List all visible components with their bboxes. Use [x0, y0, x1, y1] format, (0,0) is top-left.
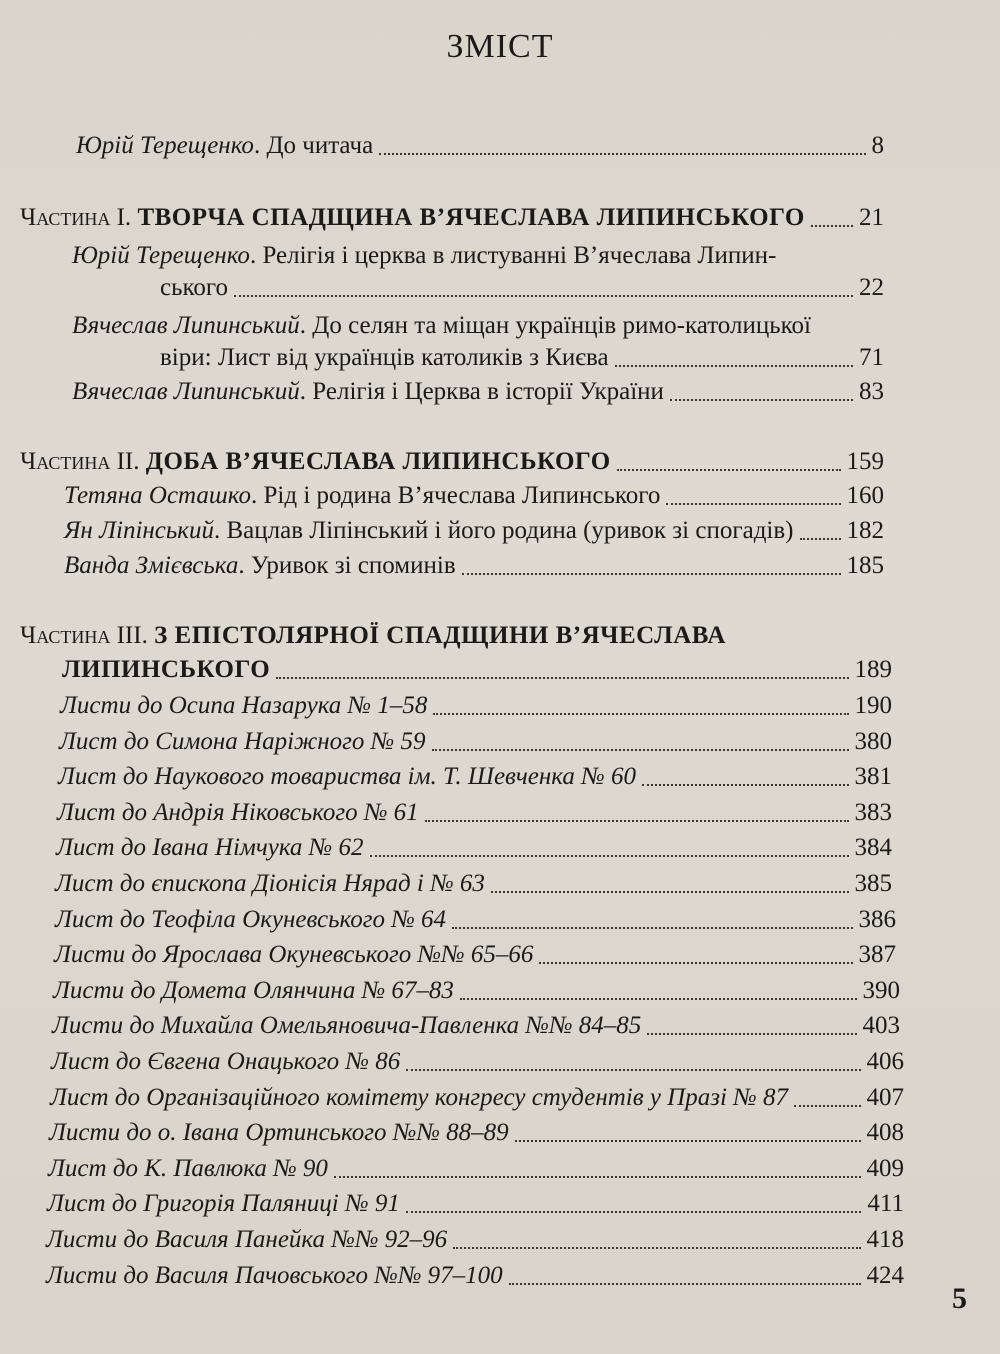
dot-leader	[794, 1105, 861, 1107]
toc-entry	[55, 868, 892, 900]
toc-entry	[51, 1046, 904, 1078]
part-heading-2	[20, 446, 884, 478]
page-number: 424	[866, 1261, 904, 1289]
dot-leader	[666, 503, 840, 505]
page-number: 8	[871, 132, 884, 159]
toc-entry	[160, 342, 884, 374]
entry-title: . Релігія і Церква в історії України	[299, 378, 664, 405]
page-number: 189	[854, 656, 892, 683]
dot-leader	[617, 469, 841, 471]
toc-entry	[72, 376, 884, 408]
part-label: Частина III.	[20, 622, 155, 649]
toc-entry	[52, 1010, 900, 1042]
entry-title: Листи до Василя Пачовського №№ 97–100	[46, 1261, 503, 1289]
entry-author: Ян Ліпінський	[64, 517, 214, 544]
page-number: 406	[866, 1048, 904, 1075]
dot-leader	[647, 1033, 856, 1035]
part-label: Частина II.	[20, 448, 146, 475]
dot-leader	[370, 855, 849, 857]
toc-entry	[47, 1188, 904, 1220]
toc-entry	[53, 975, 900, 1007]
page-number: 22	[859, 274, 884, 301]
dot-leader	[432, 749, 849, 751]
page-number: 182	[846, 517, 884, 544]
toc-entry	[64, 480, 884, 512]
entry-title: Лист до Григорія Паляниці № 91	[47, 1190, 400, 1218]
entry-title: Лист до Івана Німчука № 62	[56, 834, 364, 862]
dot-leader	[452, 927, 852, 929]
entry-title: . Релігія і церква в листуванні В’ячеслава Липин-	[249, 242, 777, 269]
dot-leader	[433, 713, 848, 715]
entry-title: . Уривок зі споминів	[238, 552, 456, 579]
dot-leader	[379, 153, 865, 155]
dot-leader	[491, 891, 849, 893]
toc-entry	[54, 939, 896, 971]
page-number: 387	[858, 941, 896, 969]
toc-entry	[64, 515, 884, 547]
entry-title: Лист до Симона Наріжного № 59	[59, 727, 426, 755]
page-number: 418	[866, 1226, 904, 1253]
entry-title: Листи до Василя Панейка №№ 92–96	[46, 1226, 448, 1253]
part-heading-3	[20, 620, 726, 652]
page-title: ЗМІСТ	[446, 28, 554, 65]
dot-leader	[811, 225, 853, 227]
entry-title: Листи до Домета Олянчина № 67–83	[53, 976, 454, 1004]
entry-title: Лист до Теофіла Окуневського № 64	[55, 905, 447, 933]
toc-entry	[60, 690, 892, 722]
page-number: 21	[859, 204, 884, 231]
page-number: 411	[867, 1190, 904, 1218]
page-number: 381	[854, 763, 892, 791]
entry-author: Юрій Терещенко	[76, 132, 254, 159]
page-number: 408	[866, 1119, 904, 1147]
entry-title-cont: ського	[160, 274, 229, 301]
dot-leader	[334, 1176, 861, 1178]
toc-entry	[58, 761, 892, 793]
entry-title: Листи до Ярослава Окуневського №№ 65–66	[54, 941, 534, 969]
page-number: 83	[859, 378, 884, 405]
entry-title: Лист до Андрія Ніковського № 61	[57, 798, 419, 826]
part-title-cont: ЛИПИНСЬКОГО	[62, 656, 271, 683]
entry-title: Листи до Осипа Назарука № 1–58	[60, 692, 428, 719]
toc-entry	[160, 272, 884, 304]
entry-title: Лист до Організаційного комітету конгресу студентів у Празі № 87	[50, 1083, 788, 1111]
entry-title: Лист до Євгена Онацького № 86	[51, 1048, 401, 1075]
dot-leader	[515, 1140, 861, 1142]
entry-title: . До селян та міщан українців римо-католицької	[299, 312, 811, 339]
page-number: 185	[846, 552, 884, 579]
page-number: 403	[862, 1012, 900, 1040]
toc-entry	[55, 904, 896, 936]
dot-leader	[539, 962, 852, 964]
page-number: 409	[866, 1154, 904, 1182]
page-number: 383	[854, 798, 892, 826]
entry-author: Вячеслав Липинський	[72, 312, 300, 339]
part-title: ТВОРЧА СПАДЩИНА В’ЯЧЕСЛАВА ЛИПИНСЬКОГО	[137, 204, 805, 231]
entry-author: Вячеслав Липинський	[72, 378, 300, 405]
page-number: 160	[846, 482, 884, 509]
toc-entry-intro	[76, 130, 884, 162]
toc-entry	[64, 550, 884, 582]
entry-author: Ванда Змієвська	[64, 552, 239, 579]
entry-title: . До читача	[253, 132, 374, 159]
dot-leader	[406, 1211, 862, 1213]
entry-title: . Вацлав Ліпінський і його родина (уривок зі спогадів)	[213, 517, 794, 544]
toc-entry	[46, 1260, 904, 1292]
page-number: 384	[854, 834, 892, 862]
toc-entry	[49, 1117, 904, 1149]
page-number: 390	[862, 976, 900, 1004]
page-number: 71	[859, 344, 884, 371]
part-label: Частина I.	[20, 204, 138, 231]
page-number: 190	[854, 692, 892, 719]
page-number: 159	[846, 448, 884, 475]
page-number: 380	[854, 727, 892, 755]
entry-title: Лист до єпископа Діонісія Нярад і № 63	[55, 870, 485, 897]
dot-leader	[615, 365, 853, 367]
dot-leader	[234, 295, 853, 297]
entry-title: . Рід і родина В’ячеслава Липинського	[251, 482, 661, 509]
toc-entry	[57, 797, 892, 829]
toc-entry	[56, 832, 892, 864]
page-number: 385	[854, 870, 892, 897]
entry-author: Тетяна Осташко	[64, 482, 252, 509]
dot-leader	[670, 399, 853, 401]
part-heading-3-cont	[62, 654, 892, 686]
dot-leader	[406, 1069, 860, 1071]
toc-entry	[48, 1153, 904, 1185]
part-title: З ЕПІСТОЛЯРНОЇ СПАДЩИНИ В’ЯЧЕСЛАВА	[154, 622, 726, 649]
part-title: ДОБА В’ЯЧЕСЛАВА ЛИПИНСЬКОГО	[145, 448, 611, 475]
toc-entry	[59, 726, 892, 758]
entry-title: Листи до Михайла Омельяновича-Павленка №№ 84–85	[52, 1012, 642, 1040]
page-number: 386	[858, 905, 896, 933]
folio-number: 5	[952, 1282, 967, 1315]
toc-entry	[46, 1224, 904, 1256]
toc-entry-line	[72, 310, 811, 342]
dot-leader	[425, 820, 849, 822]
entry-title: Лист до Наукового товариства ім. Т. Шевченка № 60	[58, 763, 636, 791]
dot-leader	[276, 677, 848, 679]
entry-title-cont: віри: Лист від українців католиків з Києва	[160, 344, 609, 371]
entry-author: Юрій Терещенко	[72, 242, 250, 269]
entry-title: Листи до о. Івана Ортинського №№ 88–89	[49, 1119, 509, 1147]
dot-leader	[800, 538, 841, 540]
dot-leader	[509, 1283, 861, 1285]
dot-leader	[462, 573, 841, 575]
page-number: 407	[866, 1083, 904, 1111]
toc-entry-line	[72, 240, 776, 272]
dot-leader	[460, 998, 857, 1000]
part-heading-1	[20, 202, 884, 234]
dot-leader	[453, 1247, 860, 1249]
entry-title: Лист до К. Павлюка № 90	[48, 1154, 328, 1182]
toc-entry	[50, 1082, 904, 1114]
dot-leader	[642, 784, 849, 786]
